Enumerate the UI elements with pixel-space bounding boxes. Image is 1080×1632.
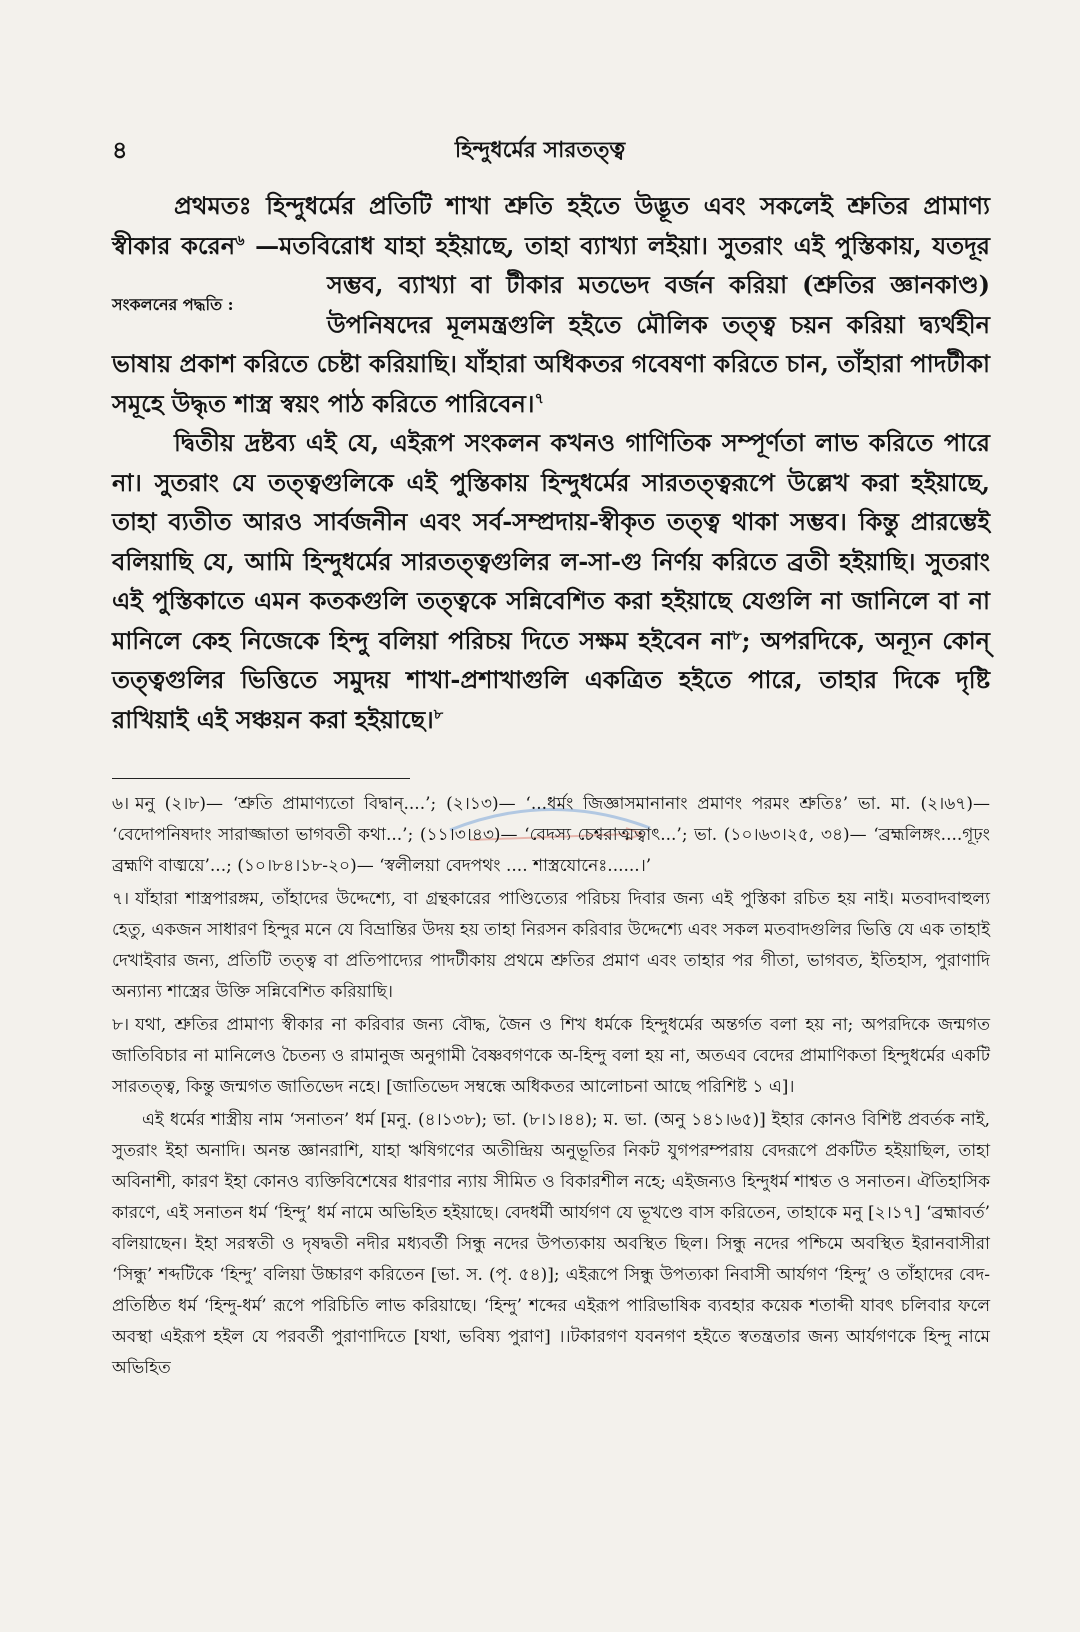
footnotes-block (112, 789, 990, 1386)
footnote-ref-7: ৭ (534, 389, 544, 407)
page-number: ৪ (112, 135, 128, 164)
side-note-heading: সংকলনের পদ্ধতি : (112, 294, 234, 314)
footnote-number: ৬। (112, 794, 130, 814)
main-paragraph-1 (112, 186, 990, 423)
paragraph-1-text-2: —মতবিরোধ যাহা হইয়াছে, তাহা ব্যাখ্যা লইয়া। সুতরাং এই পুস্তিকায়, যতদূর সম্ভব, ব্যাখ্যা বা টীকার মতভেদ বর্জন করিয়া (শ্রুতির জ্ঞানকাণ্ড) উপনিষদের মূলমন্ত্রগুলি হইতে মৌলিক তত্ত্ব চয়ন করিয়া দ্ব্যর্থহীন ভাষায় প্রকাশ করিতে চেষ্টা করিয়াছি। যাঁহারা অধিকতর গবেষণা করিতে চান, তাঁহারা পাদটীকা সমূহে উদ্ধৃত শাস্ত্র স্বয়ং পাঠ করিতে পারিবেন। (112, 230, 990, 418)
paragraph-2-text-2: ; অপরদিকে, অন্যূন কোন্ তত্ত্বগুলির ভিত্তিতে সমুদয় শাখা-প্রশাখাগুলি একত্রিত হইতে পারে, তাহার দিকে দৃষ্টি রাখিয়াই এই সঞ্চয়ন করা হইয়াছে। (112, 625, 991, 734)
footnote-text: মনু (২।৮)— ‘শ্রুতি প্রামাণ্যতো বিদ্বান্....’; (২।১৩)— ‘...ধর্মং জিজ্ঞাসমানানাং প্রমাণং পরমং শ্রুতিঃ’ ভা. মা. (২।৬৭)— ‘বেদোপনিষদাং সারাজ্জাতা ভাগবতী কথা...’; (১১।৩।৪৩)— ‘বেদস্য চেশ্বরাত্মত্বাৎ...’; ভা. (১০।৬৩।২৫, ৩৪)— ‘ব্রহ্মলিঙ্গং....গূঢ়ং ব্রহ্মণি বাঙ্ময়ে’...; (১০।৮৪।১৮-২০)— ‘স্বলীলয়া বেদপথং .... শাস্ত্রযোনেঃ......।’ (112, 794, 990, 876)
footnote-ref-6: ৬ (235, 231, 245, 249)
footnote-number: ৮। (112, 1015, 130, 1035)
footnote-6 (112, 789, 990, 882)
main-paragraph-2 (112, 423, 990, 739)
footnote-number: ৭। (112, 889, 130, 909)
footnote-8 (112, 1010, 990, 1103)
footnote-7 (112, 884, 990, 1008)
footnote-text: যথা, শ্রুতির প্রামাণ্য স্বীকার না করিবার জন্য বৌদ্ধ, জৈন ও শিখ ধর্মকে হিন্দুধর্মের অন্তর্গত বলা হয় না; অপরদিকে জন্মগত জাতিবিচার না মানিলেও চৈতন্য ও রামানুজ অনুগামী বৈষ্ণবগণকে অ-হিন্দু বলা হয় না, অতএব বেদের প্রামাণিকতা হিন্দুধর্মের একটি সারতত্ত্ব, কিন্তু জন্মগত জাতিভেদ নহে। [জাতিভেদ সম্বন্ধে অধিকতর আলোচনা আছে পরিশিষ্ট ১ এ]। (112, 1015, 990, 1097)
footnote-separator (112, 778, 410, 779)
paragraph-2-text-1: দ্বিতীয় দ্রষ্টব্য এই যে, এইরূপ সংকলন কখনও গাণিতিক সম্পূর্ণতা লাভ করিতে পারে না। সুতরাং যে তত্ত্বগুলিকে এই পুস্তিকায় হিন্দুধর্মের সারতত্ত্বরূপে উল্লেখ করা হইয়াছে, তাহা ব্যতীত আরও সার্বজনীন এবং সর্ব-সম্প্রদায়-স্বীকৃত তত্ত্ব থাকা সম্ভব। কিন্তু প্রারম্ভেই বলিয়াছি যে, আমি হিন্দুধর্মের সারতত্ত্বগুলির ল-সা-গু নির্ণয় করিতে ব্রতী হইয়াছি। সুতরাং এই পুস্তিকাতে এমন কতকগুলি তত্ত্বকে সন্নিবেশিত করা হইয়াছে যেগুলি না জানিলে বা না মানিলে কেহ নিজেকে হিন্দু বলিয়া পরিচয় দিতে সক্ষম হইবেন না (112, 428, 990, 655)
running-title: হিন্দুধর্মের সারতত্ত্ব (454, 137, 626, 163)
footnote-text: যাঁহারা শাস্ত্রপারঙ্গম, তাঁহাদের উদ্দেশ্যে, বা গ্রন্থকারের পাণ্ডিত্যের পরিচয় দিবার জন্য এই পুস্তিকা রচিত হয় নাই। মতবাদবাহুল্য হেতু, একজন সাধারণ হিন্দুর মনে যে বিভ্রান্তির উদয় হয় তাহা নিরসন করিবার উদ্দেশ্যে এবং সকল মতবাদগুলির ভিত্তি যে এক তাহাই দেখাইবার জন্য, প্রতিটি তত্ত্ব বা প্রতিপাদ্যের পাদটীকায় প্রথমে শ্রুতির প্রমাণ এবং তাহার পর গীতা, ভাগবত, ইতিহাস, পুরাণাদি অন্যান্য শাস্ত্রের উক্তি সন্নিবেশিত করিয়াছি। (112, 889, 990, 1002)
main-text-block (112, 186, 990, 739)
footnote-ref-8b: ৮ (433, 705, 444, 723)
footnote-8-continuation: এই ধর্মের শাস্ত্রীয় নাম ‘সনাতন’ ধর্ম [মনু. (৪।১৩৮); ভা. (৮।১।৪৪); ম. ভা. (অনু ১৪১।৬৫)] ইহার কোনও বিশিষ্ট প্রবর্তক নাই, সুতরাং ইহা অনাদি। অনন্ত জ্ঞানরাশি, যাহা ঋষিগণের অতীন্দ্রিয় অনুভূতির নিকট যুগপরম্পরায় বেদরূপে প্রকটিত হইয়াছিল, তাহা অবিনাশী, কারণ ইহা কোনও ব্যক্তিবিশেষের ধারণার ন্যায় সীমিত ও বিকারশীল নহে; এইজন্যও হিন্দুধর্ম শাশ্বত ও সনাতন। ঐতিহাসিক কারণে, এই সনাতন ধর্ম ‘হিন্দু’ ধর্ম নামে অভিহিত হইয়াছে। বেদধর্মী আর্যগণ যে ভূখণ্ডে বাস করিতেন, তাহাকে মনু [২।১৭] ‘ব্রহ্মাবর্ত’ বলিয়াছেন। ইহা সরস্বতী ও দৃষদ্বতী নদীর মধ্যবর্তী সিন্ধু নদের উপত্যকায় অবস্থিত ছিল। সিন্ধু নদের পশ্চিমে অবস্থিত ইরানবাসীরা ‘সিন্ধু’ শব্দটিকে ‘হিন্দু’ বলিয়া উচ্চারণ করিতেন [ভা. স. (পৃ. ৫৪)]; এইরূপে সিন্ধু উপত্যকা নিবাসী আর্যগণ ‘হিন্দু’ ও তাঁহাদের বেদ-প্রতিষ্ঠিত ধর্ম ‘হিন্দু-ধর্ম’ রূপে পরিচিতি লাভ করিয়াছে। ‘হিন্দু’ শব্দের এইরূপ পারিভাষিক ব্যবহার কয়েক শতাব্দী যাবৎ চলিবার ফলে অবস্থা এইরূপ হইল যে পরবর্তী পুরাণাদিতে [যথা, ভবিষ্য পুরাণ] ।।টকারগণ যবনগণ হইতে স্বতন্ত্রতার জন্য আর্যগণকে হিন্দু নামে অভিহিত (112, 1110, 990, 1378)
paragraph-1-text-1: প্রথমতঃ হিন্দুধর্মের প্রতিটি শাখা শ্রুতি হইতে উদ্ভূত এবং সকলেই শ্রুতির প্রামাণ্য স্বীকার করেন (112, 191, 990, 260)
footnote-ref-8a: ৮ (732, 626, 742, 644)
